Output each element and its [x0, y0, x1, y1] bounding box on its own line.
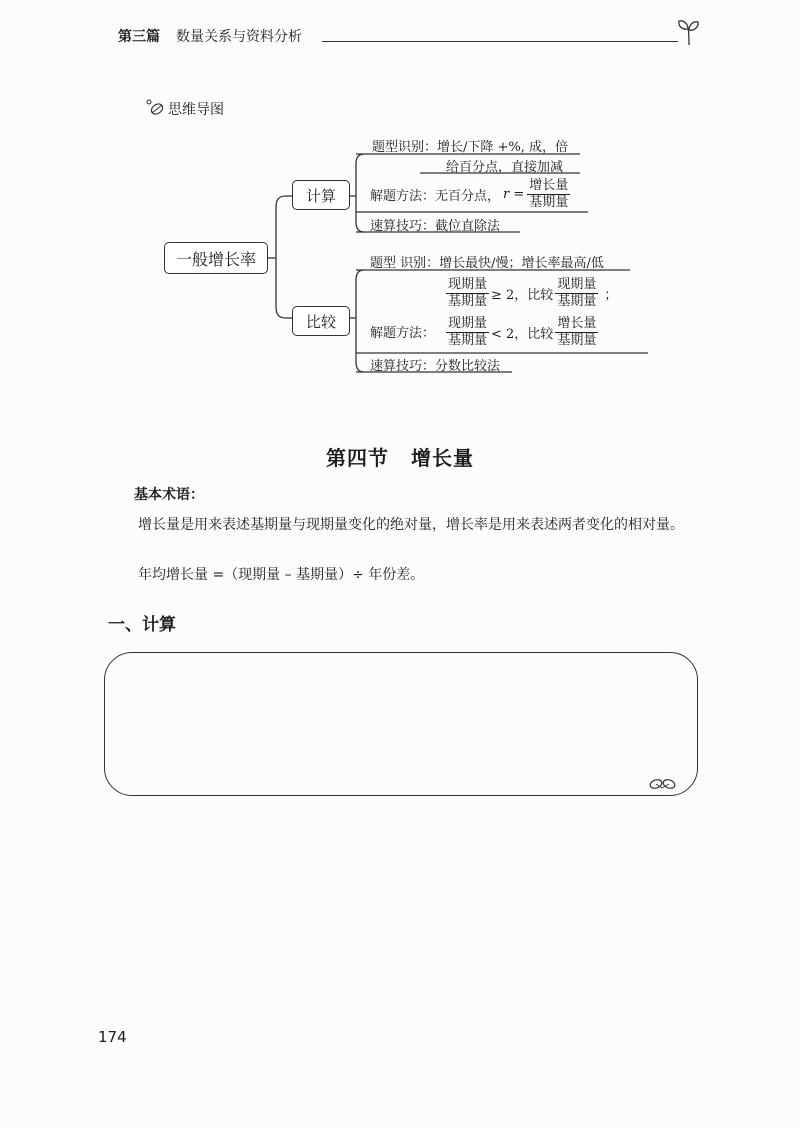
section-number: 第四节 [326, 446, 389, 470]
calc-speed: 速算技巧：截位直除法 [370, 219, 501, 234]
fraction-numerator: 增长量 [557, 315, 597, 331]
fraction-denominator: 基期量 [448, 293, 488, 309]
section-heading [0, 442, 800, 471]
fraction-numerator: 增长量 [529, 177, 569, 193]
rule1-separator: ； [604, 287, 618, 303]
fraction-denominator: 基期量 [557, 293, 597, 309]
branch-calc: 计算 [292, 180, 350, 210]
branch-compare: 比较 [292, 306, 350, 336]
compare-rule-2 [446, 313, 598, 351]
fraction-denominator: 基期量 [448, 332, 488, 348]
compare-method-label: 解题方法： [370, 326, 436, 341]
fraction-denominator: 基期量 [557, 332, 597, 348]
compare-speed: 速算技巧：分数比较法 [370, 359, 501, 374]
mindmap-label: 思维导图 [168, 102, 224, 118]
rule2-relation: < 2，比较 [491, 326, 554, 342]
section-title: 增长量 [411, 446, 474, 470]
compare-identify: 题型 识别：增长最快/慢；增长率最高/低 [370, 256, 604, 271]
calc-method-var: r = [503, 186, 525, 202]
part-label: 第三篇 [118, 29, 160, 45]
rule1-relation: ≥ 2，比较 [491, 287, 554, 303]
note-box [104, 652, 698, 796]
mindmap-root: 一般增长率 [164, 242, 268, 274]
terms-label: 基本术语： [134, 487, 204, 503]
rule2-fraction-a [446, 316, 489, 349]
rule2-fraction-b [555, 316, 598, 349]
subheading-calc: 一、计算 [108, 615, 176, 635]
calc-identify: 题型识别：增长/下降 +%, 成，倍 [372, 140, 569, 155]
calc-method [370, 176, 570, 212]
fraction-numerator: 现期量 [448, 315, 488, 331]
calc-method-fraction [527, 178, 570, 211]
rule1-fraction-a [446, 277, 489, 310]
page-number: 174 [98, 1028, 127, 1046]
fraction-numerator: 现期量 [448, 276, 488, 292]
fraction-numerator: 现期量 [557, 276, 597, 292]
calc-identify-2: 给百分点，直接加减 [446, 160, 564, 175]
formula-paragraph: 年均增长量 =（现期量 – 基期量）÷ 年份差。 [138, 567, 425, 583]
rule1-fraction-b [555, 277, 598, 310]
compare-rule-1 [446, 274, 617, 312]
calc-method-prefix: 解题方法：无百分点， [370, 188, 501, 204]
definition-paragraph: 增长量是用来表述基期量与现期量变化的绝对量，增长率是用来表述两者变化的相对量。 [138, 517, 684, 533]
leaves-icon [648, 776, 678, 792]
chapter-title: 数量关系与资料分析 [176, 29, 302, 45]
fraction-denominator: 基期量 [529, 194, 569, 210]
